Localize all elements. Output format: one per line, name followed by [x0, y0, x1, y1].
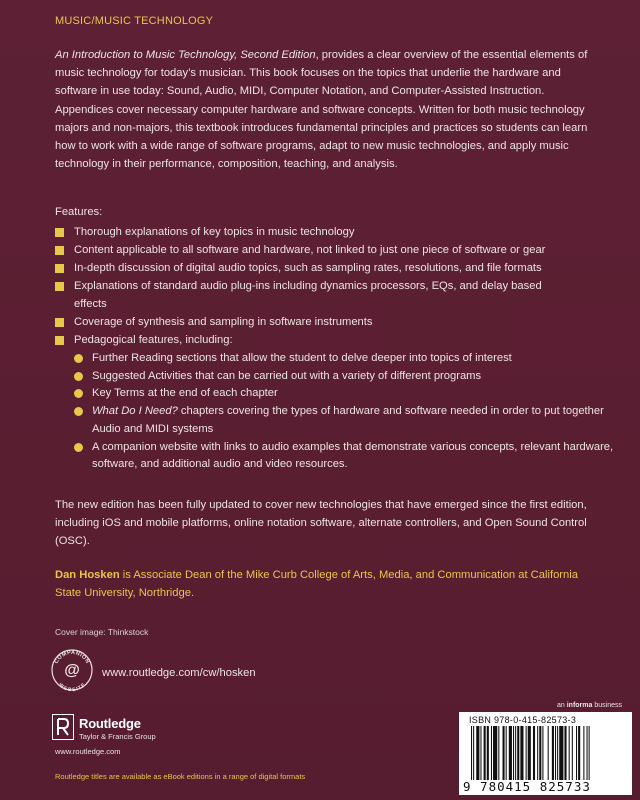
- barcode-bar: [548, 726, 549, 780]
- svg-text:COMPANION: COMPANION: [53, 649, 91, 665]
- feature-item: Pedagogical features, including: Further Reading sections that allow the student to delve deeper into topics of interest Suggested Activities that can be carried out with a variety of different programs Key Terms at the end of each chapter What Do I Need? chapters covering the types of hardware and software needed in order to put together Audio and MIDI systems A companion website with links to audio examples that demonstrate various concepts, relevant hardware, software, and additional audio and video resources.: [55, 332, 615, 474]
- square-bullet-icon: [55, 264, 64, 273]
- barcode-bar: [583, 726, 584, 780]
- ebook-note: Routledge titles are available as eBook editions in a range of digital formats: [55, 772, 306, 781]
- square-bullet-icon: [55, 282, 64, 291]
- intro-body: , provides a clear overview of the essential elements of music technology for today’s musician. This book focuses on the topics that underlie the hardware and software in use today: Sound, Audio, MIDI, Computer Notation, and Computer-Assisted Instruction. Appendices cover necessary computer hardware and software concepts. Written for both music technology majors and non-majors, this textbook introduces fundamental principles and practices so students can learn how to work with a wide range of software programs, adapt to new music technologies, and apply music technology in their performance, composition, teaching, and analysis.: [55, 49, 588, 171]
- barcode-bar: [515, 726, 516, 780]
- round-bullet-icon: [74, 354, 83, 363]
- barcode-bar: [572, 726, 573, 780]
- publisher-website[interactable]: www.routledge.com: [55, 747, 121, 756]
- barcode-bar: [471, 726, 472, 780]
- sub-feature-item: A companion website with links to audio examples that demonstrate various concepts, relevant hardware, software, and additional audio and video resources.: [74, 439, 615, 474]
- svg-text:@: @: [64, 662, 80, 679]
- sub-feature-item: Further Reading sections that allow the student to delve deeper into topics of interest: [74, 350, 615, 368]
- companion-website-icon: [50, 648, 94, 692]
- square-bullet-icon: [55, 228, 64, 237]
- author-name: Dan Hosken: [55, 569, 120, 581]
- barcode-bar: [526, 726, 527, 780]
- cover-image-credit: Cover image: Thinkstock: [55, 627, 149, 637]
- barcode-bar: [520, 726, 523, 780]
- sub-feature-item: Key Terms at the end of each chapter: [74, 385, 615, 403]
- barcode-bar: [564, 726, 566, 780]
- companion-website-link[interactable]: www.routledge.com/cw/hosken: [102, 667, 256, 679]
- barcode-bar: [552, 726, 554, 780]
- barcode-bar: [569, 726, 570, 780]
- barcode-bar: [557, 726, 558, 780]
- sub-feature-item: Suggested Activities that can be carried out with a variety of different programs: [74, 368, 615, 386]
- publisher-name: Routledge: [79, 716, 141, 731]
- barcode-bar: [528, 726, 531, 780]
- barcode-digits: 9 780415 825733: [463, 779, 591, 794]
- barcode-bar: [559, 726, 563, 780]
- barcode-bar: [473, 726, 474, 780]
- barcode-bar: [539, 726, 541, 780]
- barcode-bar: [509, 726, 512, 780]
- barcode-bar: [480, 726, 481, 780]
- routledge-logo-icon: [52, 714, 74, 740]
- feature-item: Coverage of synthesis and sampling in software instruments: [55, 314, 615, 332]
- barcode-bar: [578, 726, 580, 780]
- barcode: [459, 712, 632, 795]
- new-edition-paragraph: The new edition has been fully updated to cover new technologies that have emerged since the first edition, including iOS and mobile platforms, online notation software, alternate controllers, and Open Sound Control (OSC).: [55, 499, 587, 547]
- barcode-bar: [503, 726, 505, 780]
- round-bullet-icon: [74, 407, 83, 416]
- feature-item: Content applicable to all software and hardware, not linked to just one piece of software or gear: [55, 242, 615, 260]
- author-bio: Dan Hosken is Associate Dean of the Mike Curb College of Arts, Media, and Communication at California State University, Northridge.: [55, 569, 578, 599]
- square-bullet-icon: [55, 318, 64, 327]
- barcode-bar: [537, 726, 538, 780]
- round-bullet-icon: [74, 389, 83, 398]
- barcode-bar: [506, 726, 507, 780]
- features-heading: Features:: [55, 206, 103, 218]
- barcode-bar: [589, 726, 590, 780]
- barcode-bar: [498, 726, 499, 780]
- barcode-bar: [555, 726, 556, 780]
- barcode-bar: [587, 726, 588, 780]
- barcode-bar: [517, 726, 519, 780]
- book-title: An Introduction to Music Technology, Second Edition: [55, 49, 316, 61]
- square-bullet-icon: [55, 336, 64, 345]
- round-bullet-icon: [74, 443, 83, 452]
- barcode-bar: [542, 726, 543, 780]
- barcode-bar: [513, 726, 514, 780]
- square-bullet-icon: [55, 246, 64, 255]
- barcode-bar: [484, 726, 486, 780]
- barcode-bar: [491, 726, 492, 780]
- feature-item: Thorough explanations of key topics in music technology: [55, 224, 615, 242]
- barcode-bar: [487, 726, 489, 780]
- features-list: [55, 224, 615, 475]
- svg-text:WEBSITE: WEBSITE: [57, 681, 87, 692]
- barcode-bar: [493, 726, 497, 780]
- sub-feature-item: What Do I Need? chapters covering the types of hardware and software needed in order to put together Audio and MIDI systems: [74, 403, 615, 438]
- intro-paragraph: [55, 46, 600, 173]
- feature-item: Explanations of standard audio plug-ins including dynamics processors, EQs, and delay based effects: [55, 278, 615, 313]
- barcode-bar: [476, 726, 479, 780]
- barcode-bar: [533, 726, 535, 780]
- category-label: MUSIC/MUSIC TECHNOLOGY: [55, 15, 214, 27]
- barcode-bar: [576, 726, 577, 780]
- isbn-label: ISBN 978-0-415-82573-3: [469, 715, 577, 725]
- pedagogical-features-list: [74, 350, 615, 474]
- publisher-group: Taylor & Francis Group: [79, 732, 156, 741]
- informa-business-note: an informa business: [557, 702, 622, 709]
- feature-item: In-depth discussion of digital audio topics, such as sampling rates, resolutions, and file formats: [55, 260, 615, 278]
- barcode-bars: [465, 726, 627, 780]
- round-bullet-icon: [74, 372, 83, 381]
